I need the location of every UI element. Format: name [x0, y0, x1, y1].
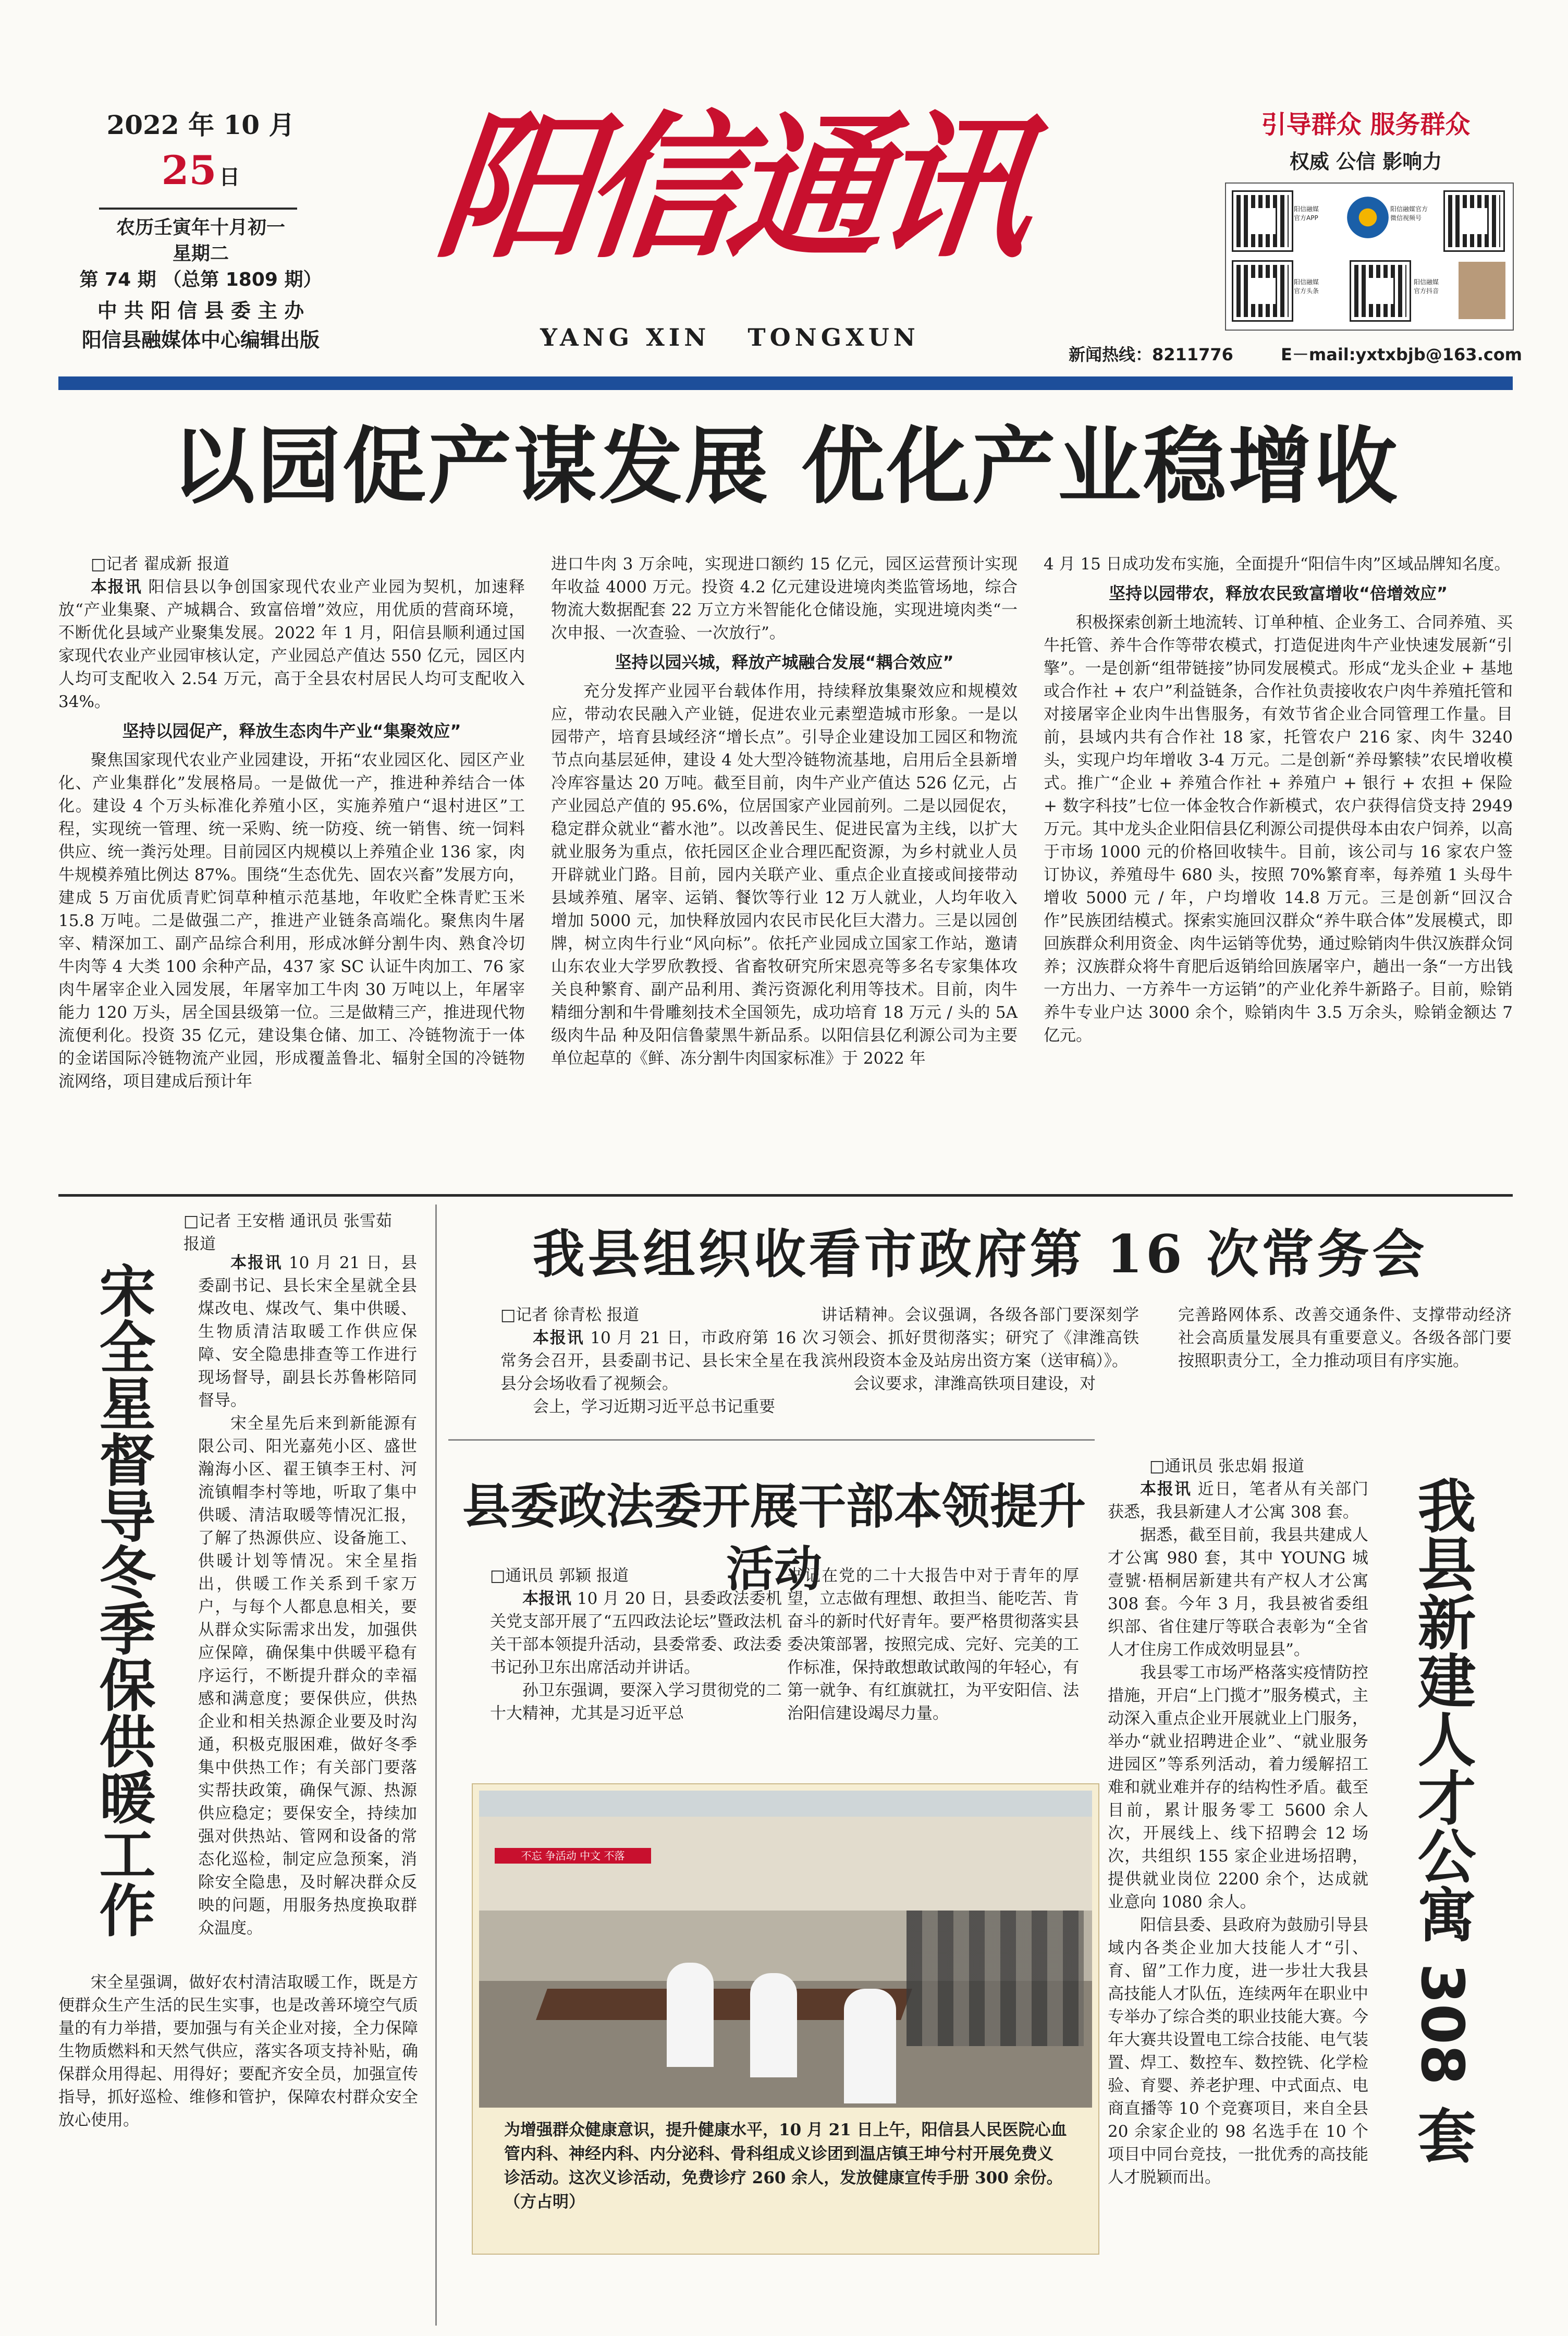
meeting-text: 讲话精神。会议强调，各级各部门要深刻学习领会、抓好贯彻落实；研究了《津潍高铁滨州段资本金及站房出资方案（送审稿）》。: [821, 1306, 1139, 1370]
meeting-paragraph: [500, 1395, 818, 1418]
meeting-paragraph: [500, 1327, 818, 1395]
lead-subhead: [58, 719, 525, 744]
photo-caption: 为增强群众健康意识，提升健康水平，10 月 21 日上午，阳信县人民医院心血管内科、神经内科、内分泌科、骨科组成义诊团到温店镇王坤兮村开展免费义诊活动。这次义诊活动，免费诊疗 260 余人，发放健康宣传手册 300 余份。（方占明）: [504, 2121, 1067, 2211]
politics-paragraph: [490, 1679, 782, 1725]
lead-text: 聚焦国家现代农业产业园建设，开拓“农业园区化、园区产业化、产业集群化”发展格局。一是做优一产，推进种养结合一体化。建设 4 个万头标准化养殖小区，实施养殖户“退村进区”工程，实现统一管理、统一采购、统一防疫、统一销售、统一饲料供应、统一粪污处理。目前园区内规模以上养殖企业 136 家，肉牛规模养殖比例达 87%。围绕“生态优先、固农兴畜”发展方向，建成 5 万亩优质青贮饲草种植示范基地，年收贮全株青贮玉米 15.8 万吨。二是做强二产，推进产业链条高端化。聚焦肉牛屠宰、精深加工、副产品综合利用，形成冰鲜分割牛肉、熟食冷切牛肉等 4 大类 100 余种产品，437 家 SC 认证牛肉加工、76 家肉牛屠宰企业入园发展，年屠宰加工牛肉 30 万吨以上，年屠宰能力 120 万头，居全国县级第一位。三是做精三产，推进现代物流便利化。投资 35 亿元，建设集仓储、加工、冷链物流于一体的金诺国际冷链物流产业园，形成覆盖鲁北、辐射全国的冷链物流网络，项目建成后预计年: [58, 751, 525, 1091]
lead-paragraph: [551, 553, 1018, 644]
meeting-paragraph: [1178, 1304, 1512, 1372]
dateline: 本报讯: [1140, 1480, 1192, 1499]
qr-code-icon: [1233, 192, 1292, 250]
lead-text: 坚持以园带农，释放农民致富增收“倍增效应”: [1108, 583, 1448, 603]
dateline: 本报讯: [230, 1254, 283, 1272]
meeting-headline: 我县组织收看市政府第 16 次常务会: [532, 1223, 1428, 1285]
issue-number: 第 74 期 （总第 1809 期）: [79, 269, 322, 290]
lead-paragraph: [551, 680, 1018, 1070]
slogan-sub: 权威 公信 影响力: [1289, 150, 1442, 173]
news-photo-block: [472, 1783, 1099, 2255]
politics-text: 孙卫东强调，要深入学习贯彻党的二十大精神，尤其是习近平总: [490, 1681, 782, 1723]
song-headline: 宋全星督导冬季保供暖工作: [90, 1262, 155, 1938]
politics-headline: 县委政法委开展干部本领提升活动: [462, 1479, 1086, 1597]
photo-doctor: [750, 1973, 797, 2077]
dateline: 本报讯: [522, 1589, 572, 1608]
politics-byline: □通讯员 郭颖 报道: [490, 1566, 629, 1585]
issue-date-day-unit: 日: [219, 165, 240, 189]
lead-paragraph: [58, 576, 525, 713]
lead-text: 积极探索创新土地流转、订单种植、企业务工、合同养殖、买牛托管、养牛合作等带农模式，打造促进肉牛产业快速发展新“引擎”。一是创新“组带链接”协同发展模式。形成“龙头企业 + 基地或合作社 + 农户”利益链条，合作社负责接收农户肉牛养殖托管和对接屠宰企业肉牛出售服务，有效节省企业合同管理工作量。目前，县域内共有合作社 18 家，托管农户 216 家、肉牛 3240 头，实现户均年增收 3-4 万元。二是创新“养母繁犊”农民增收模式。推广“企业 + 养殖合作社 + 养殖户 + 银行 + 农担 + 保险 + 数字科技”七位一体金牧合作新模式，农户获得信贷支持 2949 万元。其中龙头企业阳信县亿利源公司提供母本由农户饲养，以高于市场 1000 元的价格回收犊牛。目前，该公司与 16 家农户签订协议，养殖母牛 680 头，按照 70%繁育率，每养殖 1 头母牛增收 5000 元 / 年，户均增收 14.8 万元。三是创新“回汉合作”民族团结模式。探索实施回汉群众“养牛联合体”发展模式，即回族群众利用资金、肉牛运销等优势，通过赊销肉牛供汉族群众饲养；汉族群众将牛育肥后返销给回族屠宰户，趟出一条“一方出钱一方出力、一方养牛一方运销”的产业化养牛新路子。目前，赊销养牛专业户达 3000 余个，赊销肉牛 3.5 万余头，赊销金额达 7 亿元。: [1044, 613, 1513, 1045]
qr-label: 阳信融媒 官方抖音: [1414, 278, 1439, 295]
lead-text: 4 月 15 日成功发布实施，全面提升“阳信牛肉”区域品牌知名度。: [1044, 555, 1511, 574]
news-photo: [479, 1791, 1092, 2108]
apartment-text: 我县零工市场严格落实疫情防控措施，开启“上门揽才”服务模式，主动深入重点企业开展就业上门服务，举办“就业招聘进企业”、“就业服务进园区”等系列活动，着力缓解招工难和就业难并存的结构性矛盾。截至目前，累计服务零工 5600 余人次，开展线上、线下招聘会 12 场次，共组织 155 家企业进场招聘，提供就业岗位 2200 余个，达成就业意向 1080 余人。: [1108, 1663, 1368, 1912]
lead-headline: 以园促产谋发展 优化产业稳增收: [172, 418, 1400, 515]
lead-paragraph: [1044, 611, 1513, 1047]
apartment-text: 阳信县委、县政府为鼓励引导县域内各类企业加大技能人才“引、育、留”工作力度，进一步壮大我县高技能人才队伍，连续两年在职业中专举办了综合类的职业技能大赛。今年大赛共设置电工综合技能、电气装置、焊工、数控车、数控铣、化学检验、育婴、养老护理、中式面点、电商直播等 10 个竞赛项目，来自全县 20 余家企业的 98 名选手在 10 个项目中同台竞技，一批优秀的高技能人才脱颖而出。: [1108, 1916, 1368, 2187]
apartment-paragraph: [1108, 1524, 1368, 1661]
lead-subhead: [1044, 581, 1513, 606]
media-logo-icon: [1347, 197, 1389, 238]
qr-label: 阳信融媒 官方APP: [1294, 205, 1319, 222]
song-text: 宋全星先后来到新能源有限公司、阳光嘉苑小区、盛世瀚海小区、翟王镇李王村、河流镇帽李村等地，听取了集中供暖、清洁取暖等情况汇报，了解了热源供应、设备施工、供暖计划等情况。宋全星指出，供暖工作关系到千家万户，与每个人都息息相关，要从群众实际需求出发，加强供应保障，确保集中供暖平稳有序运行，不断提升群众的幸福感和满意度；要保供应，供热企业和相关热源企业要及时沟通，积极克服困难，做好冬季集中供热工作；有关部门要落实帮扶政策，确保气源、热源供应稳定；要保安全，持续加强对供热站、管网和设备的常态化巡检，制定应急预案，消除安全隐患，及时解决群众反映的问题，用服务热度换取群众温度。: [198, 1414, 417, 1938]
meeting-paragraph: [821, 1304, 1139, 1372]
apartment-text: 据悉，截至目前，我县共建成人才公寓 980 套，其中 YOUNG 城壹號·梧桐居新建共有产权人才公寓 308 套。今年 3 月，我县被省委组织部、省住建厅等联合表彰为“全省人才住房工作成效明显县”。: [1108, 1526, 1368, 1659]
masthead-divider: [58, 376, 1513, 390]
lead-text: 进口牛肉 3 万余吨，实现进口额约 15 亿元，园区运营预计实现年收益 4000 万元。投资 4.2 亿元建设进境肉类监管场地，综合物流大数据配套 22 万立方米智能化仓储设施，实现进境肉类“一次申报、一次查验、一次放行”。: [551, 555, 1018, 642]
politics-text: 书记在党的二十大报告中对于青年的厚望，立志做有理想、敢担当、能吃苦、肯奋斗的新时代好青年。要严格贯彻落实县委决策部署，按照完成、完好、完美的工作标准，保持敢想敢试敢闯的年轻心，有第一就争、有红旗就扛，为平安阳信、法治阳信建设竭尽力量。: [787, 1566, 1079, 1723]
song-paragraph: [58, 1971, 418, 2132]
song-paragraph: [198, 1251, 417, 1412]
apartment-paragraph: [1108, 1661, 1368, 1914]
song-text: 10 月 21 日，县委副书记、县长宋全星就全县煤改电、煤改气、集中供暖、生物质清洁取暖工作供应保障、安全隐患排查等工作进行现场督导，副县长苏鲁彬陪同督导。: [198, 1254, 418, 1410]
meeting-paragraph: [821, 1372, 1139, 1395]
photo-building: [479, 1817, 1092, 1911]
organizer: 中 共 阳 信 县 委 主 办: [97, 299, 304, 322]
news-hotline: 新闻热线：8211776: [1069, 345, 1233, 364]
qr-label: 阳信融媒官方 微信视频号: [1390, 205, 1428, 222]
issue-date-year-month: 2022 年 10 月: [106, 110, 295, 140]
newspaper-title: 阳信通讯: [428, 95, 1032, 279]
weekday: 星期二: [172, 243, 229, 264]
song-paragraph: [198, 1412, 417, 1940]
lead-byline: □记者 翟成新 报道: [91, 555, 229, 574]
dateline: 本报讯: [91, 578, 142, 597]
photo-doctor: [667, 1963, 714, 2067]
qr-label: 阳信融媒 官方头条: [1294, 278, 1319, 295]
dateline: 本报讯: [533, 1329, 584, 1347]
lead-text: 阳信县以争创国家现代农业产业园为契机，加速释放“产业集聚、产城耦合、致富倍增”效应，用优质的营商环境，不断优化县域产业聚集发展。2022 年 1 月，阳信县顺利通过国家现代农业产业园审核认定，产业园总产值达 550 亿元，园区内人均可支配收入 2.54 万元，高于全县农村居民人均可支配收入 34%。: [58, 578, 525, 711]
meeting-text: 会议要求，津潍高铁项目建设，对: [853, 1374, 1096, 1393]
meeting-byline: □记者 徐青松 报道: [500, 1306, 639, 1324]
qr-code-icon: [1233, 262, 1292, 320]
meeting-text: 会上，学习近期习近平总书记重要: [533, 1397, 775, 1416]
politics-text: 10 月 20 日，县委政法委机关党支部开展了“五四政法论坛”暨政法机关干部本领提升活动，县委常委、政法委书记孙卫东出席活动并讲话。: [490, 1589, 782, 1677]
lead-paragraph: [58, 749, 525, 1093]
qr-code-icon: [1445, 192, 1503, 250]
lead-text: 充分发挥产业园平台载体作用，持续释放集聚效应和规模效应，带动农民融入产业链，促进农业元素塑造城市形象。一是以园带产，培育县域经济“增长点”。引导企业建设加工园区和物流节点向基层延伸，建设 4 处大型冷链物流基地，启用后全县新增冷库容量达 20 万吨。截至目前，肉牛产业产值达 526 亿元，占产业园总产值的 95.6%，位居国家产业园前列。二是以园促农，稳定群众就业“蓄水池”。以改善民生、促进民富为主线，以扩大就业服务为重点，依托园区企业合理匹配资源，为乡村就业人员开辟就业门路。目前，园内关联产业、重点企业直接或间接带动县域养殖、屠宰、运销、餐饮等行业 12 万人就业，人均年收入增加 5000 元，加快释放园内农民市民化巨大潜力。三是以园创牌，树立肉牛行业“风向标”。依托产业园成立国家工作站，邀请山东农业大学罗欣教授、省畜牧研究所宋恩亮等多名专家集体攻关良种繁育、副产品利用、粪污资源化利用等技术。目前，肉牛精细分割和牛骨雕刻技术全国领先，成功培育 18 万元 / 头的 5A 级肉牛品 种及阳信鲁蒙黑牛新品系。以阳信县亿利源公司为主要单位起草的《鲜、冻分割牛肉国家标准》于 2022 年: [551, 682, 1018, 1068]
newspaper-title-pinyin: YANG XIN TONGXUN: [540, 323, 920, 351]
apartment-text: 近日，笔者从有关部门获悉，我县新建人才公寓 308 套。: [1108, 1480, 1369, 1522]
politics-paragraph: [787, 1564, 1079, 1725]
photo-doctor: [844, 1989, 896, 2103]
apartment-paragraph: [1108, 1478, 1368, 1524]
meeting-text: 完善路网体系、改善交通条件、支撑带动经济社会高质量发展具有重要意义。各级各部门要按照职责分工，全力推动项目有序实施。: [1178, 1306, 1512, 1370]
apartment-headline: 我县新建人才公寓 308 套: [1408, 1476, 1476, 2164]
promo-thumbnail: [1459, 262, 1505, 319]
lead-text: 坚持以园促产，释放生态肉牛产业“集聚效应”: [122, 721, 461, 741]
issue-date-day: 25: [161, 147, 217, 193]
apartment-byline: □通讯员 张忠娟 报道: [1149, 1457, 1304, 1476]
politics-paragraph: [490, 1587, 782, 1679]
lead-subhead: [551, 650, 1018, 675]
photo-banner: 不忘 争活动 中文 不落: [495, 1848, 651, 1864]
contact-email: E－mail:yxtxbjb@163.com: [1281, 345, 1523, 364]
song-text: 宋全星强调，做好农村清洁取暖工作，既是方便群众生产生活的民生实事，也是改善环境空气质量的有力举措，要加强与有关企业对接，全力保障生物质燃料和天然气供应，落实各项支持补贴，确保群众用得起、用得好；要配齐安全员，加强宣传指导，抓好巡检、维修和管护，保障农村群众安全放心使用。: [58, 1973, 418, 2130]
song-byline: □记者 王安楷 通讯员 张雪茹 报道: [183, 1212, 392, 1254]
qr-code-panel: [1225, 182, 1514, 331]
photo-crowd: [906, 1911, 1084, 2046]
qr-code-icon: [1351, 262, 1410, 320]
apartment-paragraph: [1108, 1914, 1368, 2189]
lead-text: 坚持以园兴城，释放产城融合发展“耦合效应”: [615, 652, 954, 672]
meeting-text: 10 月 21 日，市政府第 16 次常务会召开，县委副书记、县长宋全星在我县分会场收看了视频会。: [500, 1329, 819, 1393]
editor: 阳信县融媒体中心编辑出版: [81, 328, 320, 351]
slogan: 引导群众 服务群众: [1261, 110, 1471, 139]
lead-paragraph: [1044, 553, 1513, 576]
lunar-date: 农历壬寅年十月初一: [116, 217, 285, 238]
